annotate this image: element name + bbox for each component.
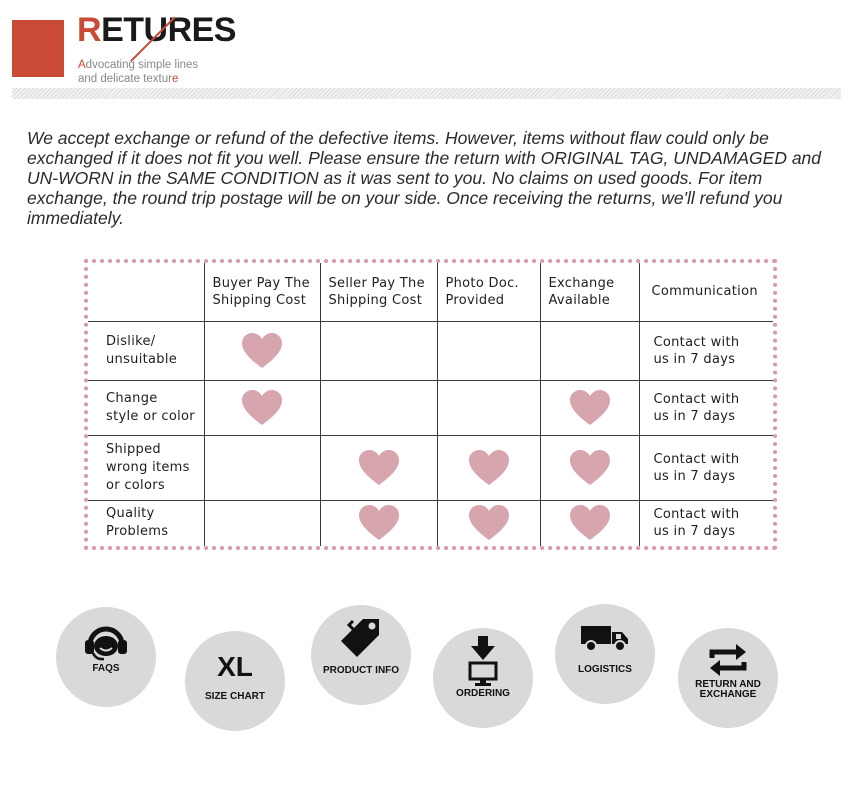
- mark-cell: [540, 435, 639, 500]
- mark-cell: [320, 500, 437, 546]
- ordering-label: ORDERING: [456, 688, 510, 699]
- logo-square: [12, 20, 64, 77]
- col-header-communication: Communication: [639, 263, 773, 321]
- communication-cell: Contact with us in 7 days: [639, 321, 773, 380]
- mark-cell: [204, 321, 320, 380]
- communication-cell: Contact with us in 7 days: [639, 500, 773, 546]
- table-row: [88, 321, 773, 380]
- logistics-label: LOGISTICS: [578, 664, 632, 675]
- size-chart-label: SIZE CHART: [205, 691, 265, 702]
- product-info-button[interactable]: [311, 605, 411, 705]
- mark-cell: [540, 321, 639, 380]
- col-header-photo-doc: Photo Doc. Provided: [437, 263, 540, 321]
- heart-icon: [358, 449, 400, 487]
- truck-icon: [581, 624, 629, 656]
- table-header-row: [88, 263, 773, 321]
- return-exchange-button[interactable]: [678, 628, 778, 728]
- headset-icon: [82, 623, 130, 665]
- heart-icon: [468, 504, 510, 542]
- returns-table: [84, 259, 777, 550]
- mark-cell: [204, 500, 320, 546]
- exchange-arrows-icon: [708, 642, 748, 682]
- faqs-button[interactable]: [56, 607, 156, 707]
- col-header-seller-pay: Seller Pay The Shipping Cost: [320, 263, 437, 321]
- size-chart-button[interactable]: [185, 631, 285, 731]
- mark-cell: [204, 380, 320, 435]
- mark-cell: [204, 435, 320, 500]
- mark-cell: [320, 321, 437, 380]
- heart-icon: [358, 504, 400, 542]
- header-blank-cell: [88, 263, 204, 321]
- table-row: [88, 380, 773, 435]
- download-monitor-icon: [467, 636, 499, 690]
- brand-tagline: Advocating simple lines and delicate texture: [78, 59, 199, 85]
- faqs-label: FAQS: [92, 663, 120, 674]
- return-exchange-label: RETURN AND EXCHANGE: [695, 679, 761, 700]
- col-header-exchange: Exchange Available: [540, 263, 639, 321]
- header-divider: [12, 88, 841, 99]
- mark-cell: [320, 435, 437, 500]
- table-row: [88, 500, 773, 546]
- heart-icon: [569, 504, 611, 542]
- row-label: Dislike/ unsuitable: [88, 321, 204, 380]
- product-info-label: PRODUCT INFO: [322, 665, 400, 676]
- mark-cell: [437, 500, 540, 546]
- heart-icon: [241, 332, 283, 370]
- mark-cell: [437, 321, 540, 380]
- col-header-buyer-pay: Buyer Pay The Shipping Cost: [204, 263, 320, 321]
- returns-grid: [88, 263, 773, 546]
- mark-cell: [320, 380, 437, 435]
- communication-cell: Contact with us in 7 days: [639, 435, 773, 500]
- price-tag-icon: [339, 615, 383, 663]
- mark-cell: [437, 435, 540, 500]
- row-label: Shipped wrong items or colors: [88, 435, 204, 500]
- brand-logo: RETURES: [77, 11, 236, 49]
- return-policy-text: We accept exchange or refund of the defective items. However, items without flaw could only be exchanged if it does not fit you well. Please ensure the return with ORIGINAL TAG, UNDAMAGED and UN-WORN in the SAME CONDITION as it was sent to you. No claims on used goods. For item exchange, the round trip postage will be on your side. Once receiving the returns, we'll refund you immediately.: [27, 128, 822, 228]
- heart-icon: [569, 389, 611, 427]
- row-label: Change style or color: [88, 380, 204, 435]
- logistics-button[interactable]: [555, 604, 655, 704]
- mark-cell: [437, 380, 540, 435]
- row-label: Quality Problems: [88, 500, 204, 546]
- table-row: [88, 435, 773, 500]
- heart-icon: [468, 449, 510, 487]
- ordering-button[interactable]: [433, 628, 533, 728]
- mark-cell: [540, 500, 639, 546]
- mark-cell: [540, 380, 639, 435]
- heart-icon: [569, 449, 611, 487]
- communication-cell: Contact with us in 7 days: [639, 380, 773, 435]
- heart-icon: [241, 389, 283, 427]
- xl-size-icon: XL: [217, 651, 253, 682]
